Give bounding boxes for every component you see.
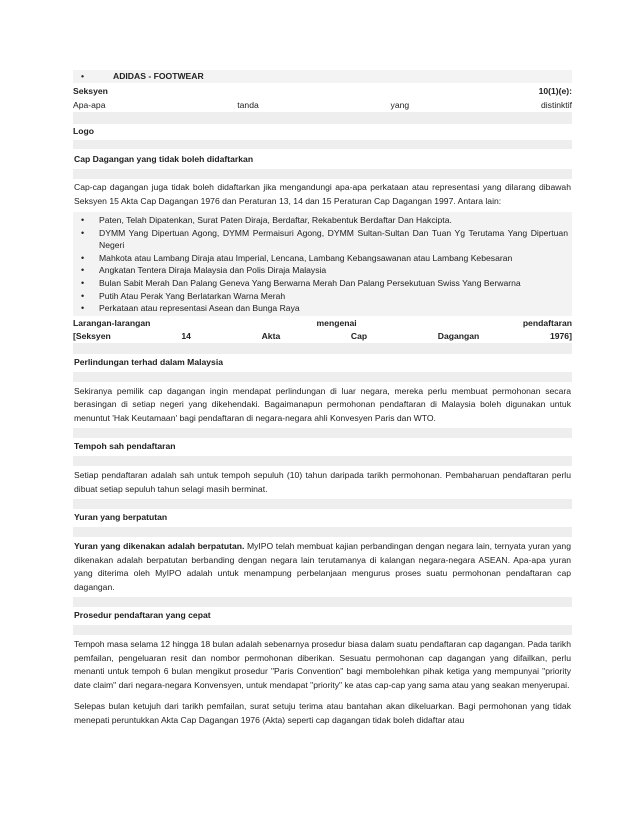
prosedur-body-1: Tempoh masa selama 12 hingga 18 bulan adalah sebenarnya prosedur biasa dalam suatu pendaftaran cap dagangan. Pada tarikh pemfailan, pengeluaran resit dan nombor permohonan diberikan. Sesuatu permohonan cap dagangan yang difailkan, perlu menanti untuk tempoh 6 bulan mengikut prosedur "Paris Convention" bagi membolehkan pihak ketiga yang mempunyai "priority date claim" dari negara-negara Konvensyen, untuk mendapat "priority" ke atas cap-cap yang sama atau yang seakan menyerupai.	[74, 639, 571, 690]
yuran-lead: Yuran yang dikenakan adalah berpatutan.	[74, 541, 245, 552]
apa-word-2: tanda	[237, 100, 259, 110]
list-item: • Bulan Sabit Merah Dan Palang Geneva Yang Berwarna Merah Dan Palang Persekutuan Swiss Yang Berwarna	[81, 277, 521, 288]
bullet-icon: •	[81, 71, 85, 81]
bullet-icon: •	[81, 303, 85, 314]
separator	[73, 527, 572, 537]
yuran-body	[73, 540, 572, 594]
larangan-line-1	[73, 317, 572, 330]
larangan-word: [Seksyen	[73, 330, 111, 341]
larangan-line-2	[73, 330, 572, 343]
larangan-word: 14	[181, 330, 191, 341]
list-item: • Angkatan Tentera Diraja Malaysia dan Polis Diraja Malaysia	[81, 265, 327, 276]
list-item: • Perkataan atau representasi Asean dan Bunga Raya	[81, 303, 300, 314]
larangan-word: Cap	[350, 330, 368, 341]
larangan-word: mengenai	[316, 317, 357, 328]
separator	[73, 343, 572, 354]
seksyen-ref: 10(1)(e):	[538, 86, 572, 96]
bullet-icon: •	[81, 265, 85, 276]
separator	[73, 456, 572, 466]
seksyen-label: Seksyen	[73, 86, 108, 96]
bullet-icon: •	[81, 277, 85, 288]
yuran-text: MyIPO telah membuat kajian perbandingan dengan negara lain, ternyata yuran yang dikenakan adalah berpatutan berbanding dengan negara lain terutamanya di kalangan negara-negara ASEAN. Apa-apa yuran yang diterima oleh MyIPO adalah untuk menampung perbelanjaan mengurus proses suatu permohonan pendaftaran cap dagangan.	[74, 541, 571, 592]
apa-apa-row	[73, 99, 572, 112]
cap-tidak-body: Cap-cap dagangan juga tidak boleh didaftarkan jika mengandungi apa-apa perkataan atau representasi yang dilarang dibawah Seksyen 15 Akta Cap Dagangan 1976 dan Peraturan 13, 14 dan 15 Peraturan Cap Dagangan 1997. Antara lain:	[74, 182, 571, 206]
separator	[73, 140, 572, 149]
list-item: • Paten, Telah Dipatenkan, Surat Paten Diraja, Berdaftar, Rekabentuk Berdaftar Dan Hakcipta.	[81, 215, 452, 225]
separator	[73, 112, 572, 124]
prosedur-heading: Prosedur pendaftaran yang cepat	[74, 610, 211, 621]
cap-tidak-heading: Cap Dagangan yang tidak boleh didaftarkan	[74, 154, 254, 164]
prosedur-body-2: Selepas bulan ketujuh dari tarikh pemfailan, surat setuju terima atau bantahan akan dikeluarkan. Bagi permohonan yang tidak menepati peruntukkan Akta Cap Dagangan 1976 (Akta) seperti cap dagangan tidak boleh didaftar atau	[74, 701, 571, 725]
perlindungan-heading: Perlindungan terhad dalam Malaysia	[74, 356, 224, 367]
tempoh-body: Setiap pendaftaran adalah sah untuk tempoh sepuluh (10) tahun daripada tarikh permohonan. Pembaharuan pendaftaran perlu dibuat setiap sepuluh tahun selagi masih berminat.	[74, 470, 571, 494]
bullet-icon: •	[81, 252, 85, 263]
separator	[73, 372, 572, 382]
prohibited-list	[73, 212, 572, 316]
larangan-word: Larangan-larangan	[73, 317, 151, 328]
larangan-word: Dagangan	[437, 330, 480, 341]
separator	[73, 499, 572, 509]
separator	[73, 169, 572, 179]
list-item: • Putih Atau Perak Yang Berlatarkan Warna Merah	[81, 290, 286, 301]
apa-word-4: distinktif	[540, 100, 572, 110]
title-row	[73, 70, 572, 83]
perlindungan-body: Sekiranya pemilik cap dagangan ingin mendapat perlindungan di luar negara, mereka perlu membuat permohonan secara berasingan di setiap negeri yang dikehendaki. Bagaimanapun permohonan pendaftaran di Malaysia boleh digunakan untuk menuntut 'Hak Keutamaan' bagi pendaftaran di negara-negara ahli Konvesyen Paris dan WTO.	[74, 385, 571, 423]
bullet-icon: •	[81, 215, 85, 225]
larangan-word: 1976]	[549, 330, 572, 341]
bullet-icon: •	[81, 290, 85, 301]
logo-label: Logo	[73, 126, 94, 136]
larangan-word: pendaftaran	[522, 317, 572, 328]
apa-word-1: Apa-apa	[73, 100, 106, 110]
yuran-heading: Yuran yang berpatutan	[74, 512, 168, 523]
separator	[73, 625, 572, 635]
bullet-icon: •	[81, 227, 85, 238]
apa-word-3: yang	[390, 100, 410, 110]
larangan-word: Akta	[261, 330, 281, 341]
tempoh-heading: Tempoh sah pendaftaran	[74, 441, 176, 452]
separator	[73, 428, 572, 438]
separator	[73, 597, 572, 607]
document-page	[73, 70, 572, 727]
seksyen-row	[73, 85, 572, 98]
list-item: • Mahkota atau Lambang Diraja atau Imperial, Lencana, Lambang Kebangsawanan atau Lambang Kebesaran	[81, 252, 513, 263]
brand-title: ADIDAS - FOOTWEAR	[113, 71, 204, 81]
list-item: • DYMM Yang Dipertuan Agong, DYMM Permaisuri Agong, DYMM Sultan-Sultan Dan Tuan Yg Terutama Yang Dipertuan Negeri	[81, 227, 568, 251]
